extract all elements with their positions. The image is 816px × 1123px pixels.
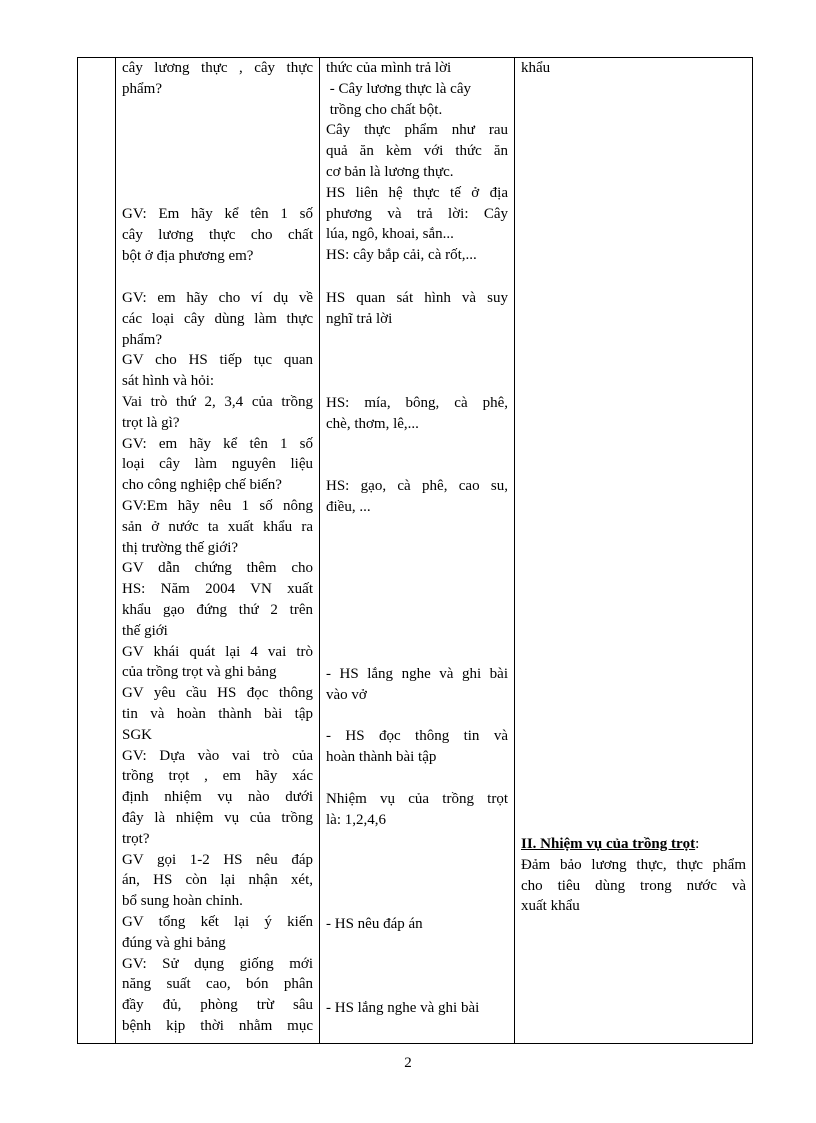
text-line: GV yêu cầu HS đọc thông: [122, 685, 313, 702]
text-line: loại cây làm nguyên liệu: [122, 456, 313, 473]
text-line: vào vở: [326, 686, 367, 703]
student-activity-column: [320, 58, 515, 1044]
text-line: khẩu: [521, 60, 551, 76]
text-line: trọt?: [122, 830, 150, 847]
section-heading-suffix: :: [695, 836, 700, 852]
text-line: quả ăn kèm với thức ăn: [326, 143, 508, 160]
text-line: lúa, ngô, khoai, sắn...: [326, 226, 454, 243]
text-line: đầy đủ, phòng trừ sâu: [122, 997, 313, 1014]
text-line: thị trường thế giới?: [122, 539, 239, 556]
text-line: GV khái quát lại 4 vai trò: [122, 643, 313, 660]
page-number: 2: [404, 1055, 412, 1071]
text-line: cơ bản là lương thực.: [326, 163, 454, 180]
text-line: GV: em hãy cho ví dụ về: [122, 290, 313, 306]
text-line: bổ sung hoàn chỉnh.: [122, 893, 243, 910]
text-line: Đảm bảo lương thực, thực phẩm: [521, 856, 746, 873]
text-line: HS: mía, bông, cà phê,: [326, 395, 508, 411]
text-line: đúng và ghi bảng: [122, 934, 226, 951]
text-line: SGK: [122, 726, 153, 743]
section-heading: [521, 834, 746, 855]
text-line: - HS nêu đáp án: [326, 916, 423, 932]
text-line: thức của mình trả lời: [326, 60, 452, 76]
content-paragraph: [521, 58, 746, 79]
text-line: HS: cây bắp cải, cà rốt,...: [326, 247, 477, 264]
student-paragraph: [326, 789, 508, 831]
text-line: GV: Sử dụng giống mới: [122, 955, 313, 972]
text-line: trọt là gì?: [122, 414, 180, 431]
text-line: HS quan sát hình và suy: [326, 290, 508, 306]
teacher-activity-column: [116, 58, 320, 1044]
text-line: của trồng trọt và ghi bảng: [122, 664, 277, 681]
teacher-paragraph: [122, 58, 313, 100]
student-paragraph: [326, 726, 508, 768]
text-line: các loại cây dùng làm thực: [122, 310, 313, 327]
text-line: phẩm?: [122, 331, 162, 348]
text-line: GV:Em hãy nêu 1 số nông: [122, 497, 313, 514]
text-line: HS: gạo, cà phê, cao su,: [326, 478, 508, 494]
text-line: khẩu gạo đứng thứ 2 trên: [122, 601, 313, 618]
text-line: Cây thực phẩm như rau: [326, 122, 508, 139]
text-line: Vai trò thứ 2, 3,4 của trồng: [122, 393, 313, 410]
text-line: HS: Năm 2004 VN xuất: [122, 581, 313, 598]
student-paragraph: [326, 476, 508, 518]
student-paragraph: [326, 288, 508, 330]
text-line: trồng cho chất bột.: [326, 101, 443, 118]
student-paragraph: [326, 58, 508, 266]
text-line: trồng trọt , em hãy xác: [122, 768, 313, 785]
text-line: là: 1,2,4,6: [326, 811, 386, 828]
teacher-paragraph: [122, 288, 313, 1037]
text-line: - HS lắng nghe và ghi bài: [326, 1000, 480, 1016]
text-line: - HS đọc thông tin và: [326, 728, 508, 744]
student-paragraph: [326, 664, 508, 706]
text-line: thế giới: [122, 622, 168, 639]
section-heading-text: II. Nhiệm vụ của trồng trọt: [521, 836, 696, 852]
text-line: phẩm?: [122, 80, 162, 97]
text-line: cây lương thực cho chất: [122, 226, 313, 243]
lesson-content-column: [515, 58, 753, 1044]
text-line: Nhiệm vụ của trồng trọt: [326, 791, 508, 807]
text-line: năng suất cao, bón phân: [122, 976, 313, 993]
text-line: HS liên hệ thực tế ở địa: [326, 184, 508, 201]
content-paragraph: [521, 834, 746, 917]
text-line: chè, thơm, lê,...: [326, 415, 419, 432]
text-line: GV cho HS tiếp tục quan: [122, 352, 313, 369]
teacher-paragraph: [122, 204, 313, 266]
text-line: GV: Em hãy kể tên 1 số: [122, 206, 313, 222]
text-line: GV: em hãy kể tên 1 số: [122, 435, 313, 452]
table-cell-empty: [78, 58, 116, 1044]
text-line: phương và trả lời: Cây: [326, 205, 508, 222]
text-line: định nhiệm vụ nào dưới: [122, 789, 313, 806]
text-line: sát hình và hỏi:: [122, 373, 215, 390]
text-line: GV dẫn chứng thêm cho: [122, 560, 313, 577]
text-line: GV: Dựa vào vai trò của: [122, 747, 313, 764]
student-paragraph: [326, 914, 508, 935]
text-line: đây là nhiệm vụ của trồng: [122, 809, 313, 826]
text-line: xuất khẩu: [521, 898, 580, 915]
text-line: nghĩ trả lời: [326, 310, 393, 327]
text-line: tin và hoàn thành bài tập: [122, 705, 313, 722]
lesson-table: [77, 57, 753, 1044]
text-line: - HS lắng nghe và ghi bài: [326, 666, 508, 682]
text-line: GV gọi 1-2 HS nêu đáp: [122, 851, 313, 868]
text-line: điều, ...: [326, 498, 371, 515]
text-line: cho công nghiệp chế biến?: [122, 477, 282, 494]
text-line: hoàn thành bài tập: [326, 748, 437, 765]
text-line: bột ở địa phương em?: [122, 247, 254, 264]
student-paragraph: [326, 998, 508, 1019]
text-line: bệnh kịp thời nhằm mục: [122, 1017, 313, 1034]
text-line: cây lương thực , cây thực: [122, 60, 313, 76]
student-paragraph: [326, 393, 508, 435]
table-row: [78, 58, 753, 1044]
text-line: cho tiêu dùng trong nước và: [521, 877, 746, 894]
text-line: GV tổng kết lại ý kiến: [122, 913, 313, 930]
text-line: - Cây lương thực là cây: [326, 80, 471, 97]
text-line: sản ở nước ta xuất khẩu ra: [122, 518, 313, 535]
text-line: án, HS còn lại nhận xét,: [122, 872, 313, 889]
